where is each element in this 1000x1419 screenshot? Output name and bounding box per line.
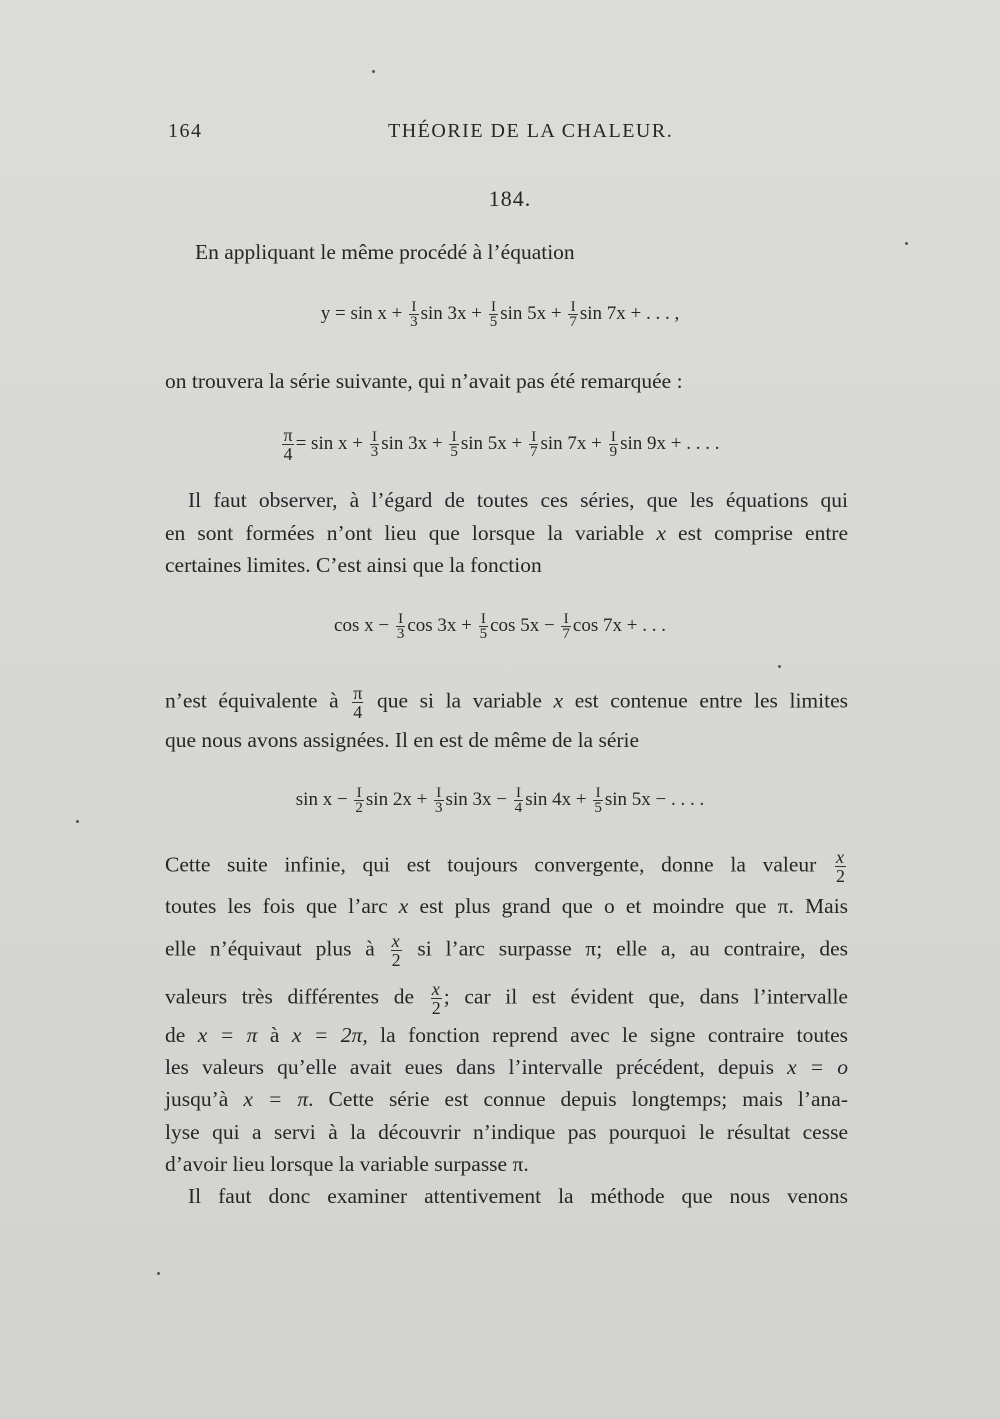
paragraph-line: n’est équivalente à $\frac{\pi}{4}$ que si la variable x est contenue entre les limites [165,683,848,722]
paragraph-line: en sont formées n’ont lieu que lorsque la variable x est comprise entre [165,521,848,545]
paragraph-line: que nous avons assignées. Il en est de même de la série [165,728,640,752]
fraction: $\frac{I}{5}$ [450,429,458,460]
fraction: $\frac{I}{5}$ [479,611,488,642]
paragraph-line: les valeurs qu’elle avait eues dans l’intervalle précédent, depuis x = o [165,1055,848,1079]
paragraph-line: Il faut observer, à l’égard de toutes ces séries, que les équations qui [188,488,848,512]
equation-term: sin 7x + . . . , [579,302,680,324]
paragraph-line: on trouvera la série suivante, qui n’avait pas été remarquée : [165,369,683,393]
equation-term: sin 9x + . . . . [620,432,720,454]
equation-term: sin 3x + [420,302,482,324]
equation-sin-series [0,786,1000,815]
paragraph-line: Cette suite infinie, qui est toujours convergente, donne la valeur $\frac{x}{2}$ [165,847,845,886]
paragraph-line: lyse qui a servi à la découvrir n’indique pas pourquoi le résultat cesse [165,1120,848,1144]
equation-term: sin 7x + [540,432,602,454]
paragraph-line: elle n’équivaut plus à $\frac{x}{2}$ si l’arc surpasse π; elle a, au contraire, des [165,931,848,970]
fraction: $\frac{I}{5}$ [594,785,602,816]
fraction: $\frac{I}{3}$ [370,429,379,460]
paragraph-line: En appliquant le même procédé à l’équation [195,240,575,264]
fraction: $\frac{x}{2}$ [836,847,845,886]
fraction: $\frac{I}{2}$ [355,785,363,816]
paper-speck [372,70,375,73]
paragraph-line: valeurs très différentes de $\frac{x}{2}$ ; car il est évident que, dans l’intervalle [165,979,848,1018]
section-number: 184. [488,186,532,211]
equation-term: cos 3x + [407,614,472,636]
equation-term: cos x − [334,614,390,636]
paragraph-line: de x = π à x = 2π, la fonction reprend avec le signe contraire toutes [165,1023,849,1047]
equation-term: sin x − [295,788,348,810]
fraction: $\frac{x}{2}$ [431,979,441,1018]
paragraph-line: toutes les fois que l’arc x est plus grand que o et moindre que π. Mais [165,894,849,918]
equation-pi-over-4-series [0,426,1000,463]
equation-term: sin 3x + [381,432,443,454]
paper-speck [157,1272,160,1275]
equation-cos-series [0,612,1000,641]
equation-term: sin 3x − [445,788,507,810]
equation-term: cos 5x − [490,614,555,636]
fraction: $\frac{\pi}{4}$ [283,425,293,464]
paper-speck [778,665,781,668]
fraction: $\frac{\pi}{4}$ [353,683,363,722]
fraction: $\frac{I}{3}$ [435,785,443,816]
paragraph-line: Il faut donc examiner attentivement la méthode que nous venons [188,1184,848,1208]
equation-term: sin 5x − . . . . [604,788,705,810]
paragraph-line: d’avoir lieu lorsque la variable surpasse π. [165,1152,529,1176]
fraction: $\frac{I}{3}$ [410,299,418,330]
fraction: $\frac{I}{3}$ [396,611,405,642]
page-number: 164 [168,120,203,142]
fraction: $\frac{I}{7}$ [569,299,577,330]
paragraph-line: jusqu’à x = π. Cette série est connue depuis longtemps; mais l’ana- [165,1087,848,1111]
fraction: $\frac{I}{7}$ [529,429,538,460]
equation-y-series [0,300,1000,329]
fraction: $\frac{I}{5}$ [489,299,498,330]
running-title: THÉORIE DE LA CHALEUR. [388,120,674,142]
fraction: $\frac{I}{4}$ [514,785,523,816]
equation-term: sin 5x + [500,302,562,324]
running-header [168,120,848,150]
paragraph-line: certaines limites. C’est ainsi que la fonction [165,553,542,577]
fraction: $\frac{I}{9}$ [609,429,618,460]
equation-term: sin 2x + [365,788,428,810]
equation-term: sin 4x + [525,788,587,810]
equation-term: cos 7x + . . . [572,614,666,636]
equation-term: sin 5x + [460,432,523,454]
equation-term: = sin x + [295,432,363,454]
paper-speck [76,820,79,823]
fraction: $\frac{I}{7}$ [562,611,570,642]
equation-term: y = sin x + [320,302,403,324]
paper-speck [905,242,908,245]
fraction: $\frac{x}{2}$ [391,931,401,970]
